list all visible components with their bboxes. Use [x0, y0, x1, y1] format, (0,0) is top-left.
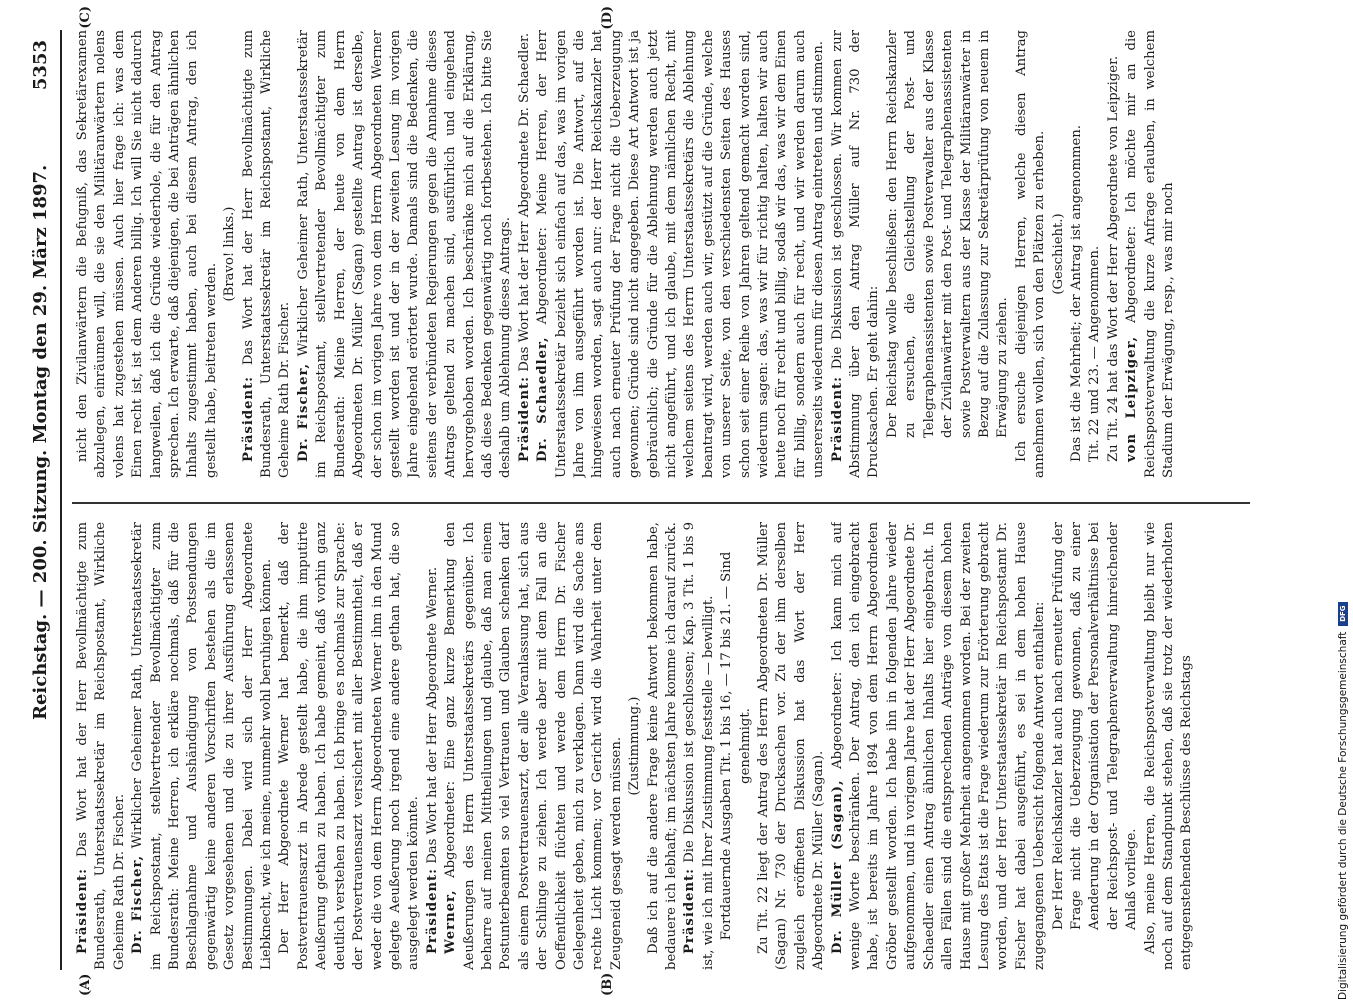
digitization-credit — [1337, 602, 1349, 1000]
paragraph-text: nicht den Zivilanwärtern die Befugniß, das Sekretärexamen abzulegen, einräumen will, die sie den Militäranwärtern nolens volens hat zugestehen müssen. Auch hier frage ich: was dem Einen recht ist, ist dem Anderen billig. Ich will Sie nicht dadurch langweilen, daß ich die Gründe wiederhole, die für den Antrag sprechen. Ich erwarte, daß diejenigen, die bei Anträgen ähnlichen Inhalts zugestimmt haben, auch bei diesem Antrag, den ich gestellt habe, beitreten werden. — [75, 30, 219, 478]
paragraph-text: Also, meine Herren, die Reichspostverwaltung bleibt nur wie noch auf dem Standpunkt stehen, daß sie trotz der wiederholten entgegenstehenden Beschlüsse des Reichstags — [1142, 522, 1195, 970]
paragraph-text: Zu Tit. 22 liegt der Antrag des Herrn Abgeordneten Dr. Müller (Sagan) Nr. 730 der Drucksachen vor. Zu der ihm derselben zugleich eröffneten Diskussion hat das Wort der Herr Abgeordnete Dr. Müller (Sagan). — [756, 522, 827, 970]
paragraph — [1123, 30, 1178, 478]
paragraph — [1105, 30, 1123, 478]
margin-marker-d: (D) — [600, 6, 615, 30]
paragraph — [1086, 30, 1104, 478]
page-number: 5353 — [30, 40, 51, 91]
paragraph — [295, 30, 516, 478]
right-column — [74, 30, 1250, 478]
credit-text: Digitalisierung gefördert durch die Deutsche Forschungsgemeinschaft — [1337, 631, 1349, 1000]
quoted-text: Der Herr Reichskanzler hat auch nach erneuter Prüfung der Frage nicht die Ueberzeugung gewonnen, daß zu einer Aenderung in der Organisation der Personalverhältnisse bei der Reichspost- und Telegraphenverwaltung hinreichender Anlaß vorliege. — [1050, 522, 1140, 930]
paragraph — [516, 30, 534, 478]
paragraph-text: Abgeordneter: Eine ganz kurze Bemerkung den Aeußerungen des Herrn Unterstaatssekretärs gegenüber. Ich beharre auf meinen Mittheilungen und glaube, daß man einem Postunterbeamten so viel Vertrauen und Glauben schenken darf als einem Postvertrauensarzt, der alle Veranlassung hat, sich aus der Schlinge zu ziehen. Ich werde aber mit dem Fall an die Oeffentlichkeit flüchten und werde dem Herrn Dr. Fischer Gelegenheit geben, mich zu verklagen. Dann wird die Sache ans rechte Licht kommen; vor Gericht wird die Wahrheit unter dem Zeugeneid gesagt werden müssen. — [443, 522, 624, 970]
speaker-name: Präsident: — [240, 375, 256, 462]
speaker-name: Präsident: — [75, 867, 90, 954]
speaker-name: von Leipziger, — [1124, 335, 1140, 462]
column-divider — [72, 502, 1250, 504]
speaker-name: Dr. Fischer, — [130, 854, 146, 954]
dfg-logo: DFG — [1338, 602, 1348, 626]
page-header — [16, 30, 62, 970]
margin-marker-a: (A) — [78, 973, 93, 996]
interjection: Fortdauernde Ausgaben Tit. 1 bis 16, — 17 bis 21. — Sind genehmigt. — [719, 551, 753, 941]
speaker-name: Präsident: — [829, 375, 845, 462]
paragraph — [276, 522, 423, 970]
speaker-name: Dr. Schaedler, — [535, 336, 551, 462]
paragraph-text: Wirklicher Geheimer Rath, Unterstaatssekretär im Reichspostamt, stellvertretender Bevollmächtigter zum Bundesrath: Meine Herren, ich erkläre nochmals, daß für die Beschlagnahme und Aushändigung von Postsendungen gegenwärtig keine anderen Vorschriften bestehen als die im Gesetz vorgesehenen und die zu ihrer Ausführung erlassenen Bestimmungen. Dabei wird sich der Herr Abgeordnete Liebknecht, wie ich meine, nunmehr wohl beruhigen können. — [130, 522, 275, 970]
paragraph-text: Abgeordneter: Meine Herren, der Herr Unterstaatssekretär bezieht sich einfach auf das, was im vorigen Jahre von ihm ausgeführt worden ist. Die Antwort, auf die hingewiesen worden, sagt auch nur: der Herr Reichskanzler hat auch nach erneuter Prüfung der Frage nicht die Ueberzeugung gewonnen; Gründe sind nicht angegeben. Diese Art Antwort ist ja gebräuchlich; die Gründe für die Ablehnung werden auch jetzt nicht angeführt, und ich glaube, mit dem nämlichen Recht, mit welchem seitens des Herrn Unterstaatssekretärs die Ablehnung beantragt wird, werden auch wir, gestützt auf die Gründe, welche von unserer Seite, von den verschiedensten Seiten des Hauses schon seit einer Reihe von Jahren geltend gemacht worden sind, wiederum sagen: das, was wir für richtig halten, halten wir auch heute noch für recht und billig, sodaß wir das, was wir dem Einen für billig, sondern auch für recht, und wir werden darum auch unsererseits wiederum für diesen Antrag eintreten und stimmen. — [535, 30, 827, 478]
paragraph-text: Das Wort hat der Herr Abgeordnete Dr. Schaedler. — [516, 32, 532, 372]
speaker-name: Präsident: — [516, 375, 532, 462]
speaker-name: Präsident: — [424, 867, 440, 954]
paragraph-text: Abgeordneter: Ich möchte mir an die Reichspostverwaltung die kurze Anfrage erlauben, in welchem Stadium der Erwägung, resp., was mir noch — [1124, 30, 1176, 478]
paragraph-text: Abgeordneter: Ich kann mich auf wenige Worte beschränken. Der Antrag, den ich eingebracht habe, ist bereits im Jahre 1894 von dem Herrn Abgeordneten Gröber gestellt worden. Ich habe ihn in folgenden Jahre wieder aufgenommen, und in vorigem Jahre hat der Herr Abgeordnete Dr. Schaedler einen Antrag ähnlichen Inhalts hier eingebracht. In allen Fällen sind die entsprechenden Anträge von diesem hohen Hause mit großer Mehrheit angenommen worden. Bei der zweiten Lesung des Etats ist die Frage wiederum zur Erörterung gebracht worden, und der Herr Unterstaatssekretär im Reichspostamt Dr. Fischer hat dabei ausgeführt, es sei in dem hohen Hause zugegangenen Uebersicht folgende Antwort enthalten: — [829, 522, 1048, 970]
paragraph — [829, 30, 884, 478]
paragraph — [240, 30, 295, 478]
paragraph-text: Daß ich auf die andere Frage keine Antwort bekommen habe, bedauere ich lebhaft; im nächsten Jahre komme ich darauf zurück. — [645, 522, 679, 970]
paragraph-text: Das Wort hat der Herr Abgeordnete Werner. — [424, 566, 440, 864]
paragraph — [129, 522, 276, 970]
paragraph-text: Das ist die Mehrheit; der Antrag ist angenommen. — [1068, 125, 1084, 462]
paragraph — [755, 522, 829, 970]
margin-marker-c: (C) — [78, 6, 93, 29]
speaker-name: Präsident: — [682, 867, 698, 954]
paragraph-text: Die Diskussion ist geschlossen; Kap. 3 Tit. 1 bis 9 ist, wie ich mit Ihrer Zustimmung feststelle — bewilligt. — [682, 522, 716, 970]
paragraph-text: Der Herr Abgeordnete Werner hat bemerkt, daß der Postvertrauensarzt in Abrede gestellt habe, die ihm imputirte Aeußerung gethan zu haben. Ich habe gemeint, daß vorhin ganz deutlich verstehen zu haben. Ich bringe es nochmals zur Sprache: der Postvertrauensarzt versichert mit aller Bestimmtheit, daß er weder die von dem Herrn Abgeordneten Werner ihm in den Mund gelegte Aeußerung noch irgend eine andere gethan hat, die so ausgelegt werden könnte. — [277, 522, 422, 970]
paragraph-text: Tit. 22 und 23. — Angenommen. — [1087, 245, 1103, 462]
paragraph-text: Ich ersuche diejenigen Herren, welche diesen Antrag annehmen wollen, sich von den Plätzen zu erheben. — [1013, 30, 1048, 478]
paragraph-text: Das Wort hat der Herr Bevollmächtigte zum Bundesrath, Unterstaatssekretär im Reichspostamt, Wirkliche Geheime Rath Dr. Fischer. — [240, 30, 293, 478]
interjection: (Zustimmung.) — [627, 696, 643, 796]
interjection: (Bravo! links.) — [222, 206, 238, 302]
paragraph — [1068, 30, 1086, 478]
paragraph — [681, 522, 718, 970]
quoted-text: Der Reichstag wolle beschließen: den Herrn Reichskanzler zu ersuchen, die Gleichstellung der Post- und Telegraphenassistenten sowie Postverwalter aus der Klasse der Zivilanwärter mit den Post- und Telegraphenassistenten sowie Postverwaltern aus der Klasse der Militäranwärter in Bezug auf die Zulassung zur Sekretärprüfung von neuem in Erwägung zu ziehen. — [884, 30, 1011, 438]
speaker-name: Dr. Müller (Sagan), — [829, 779, 845, 954]
footer — [1337, 0, 1351, 1000]
paragraph — [442, 522, 626, 970]
paragraph — [1013, 30, 1050, 478]
interjection: (Geschieht.) — [1050, 213, 1066, 295]
paragraph-text: Wirklicher Geheimer Rath, Unterstaatssekretär im Reichspostamt, stellvertretender Bevollmächtigter zum Bundesrath: Meine Herren, der heute von dem Herrn Abgeordneten Dr. Müller (Sagan) gestellte Antrag ist derselbe, der schon im vorigen Jahre von dem Herrn Abgeordneten Werner gestellt worden ist und der in der zweiten Lesung im vorigen Jahre eingehend erörtert wurde. Damals sind die Bedenken, die seitens der verbündeten Regierungen gegen die Annahme dieses Antrags geltend zu machen sind, ausführlich und eingehend hervorgehoben worden. Ich beschränke mich auf die Erklärung, daß diese Bedenken gegenwärtig noch fortbestehen. Ich bitte Sie deshalb um Ablehnung dieses Antrags. — [295, 30, 514, 478]
left-column — [74, 522, 1250, 970]
paragraph — [1142, 522, 1197, 970]
paragraph — [645, 522, 682, 970]
paragraph — [829, 522, 1050, 970]
paragraph — [74, 522, 129, 970]
paragraph — [534, 30, 829, 478]
paragraph-text: Zu Tit. 24 hat das Wort der Herr Abgeordnete von Leipziger. — [1105, 55, 1121, 462]
speaker-name: Werner, — [443, 889, 459, 954]
speaker-name: Dr. Fischer, — [295, 362, 311, 462]
paragraph-text: Das Wort hat der Herr Bevollmächtigte zum Bundesrath, Unterstaatssekretär im Reichspostamt, Wirkliche Geheime Rath Dr. Fischer. — [75, 522, 127, 970]
paragraph — [424, 522, 442, 970]
paragraph — [74, 30, 221, 478]
paragraph-text: Die Diskussion ist geschlossen. Wir kommen zur Abstimmung über den Antrag Müller auf Nr. 730 der Drucksachen. Er geht dahin: — [829, 30, 882, 478]
margin-marker-b: (B) — [600, 972, 615, 996]
page-title: Reichstag. — 200. Sitzung. Montag den 29. März 1897. — [30, 164, 51, 720]
